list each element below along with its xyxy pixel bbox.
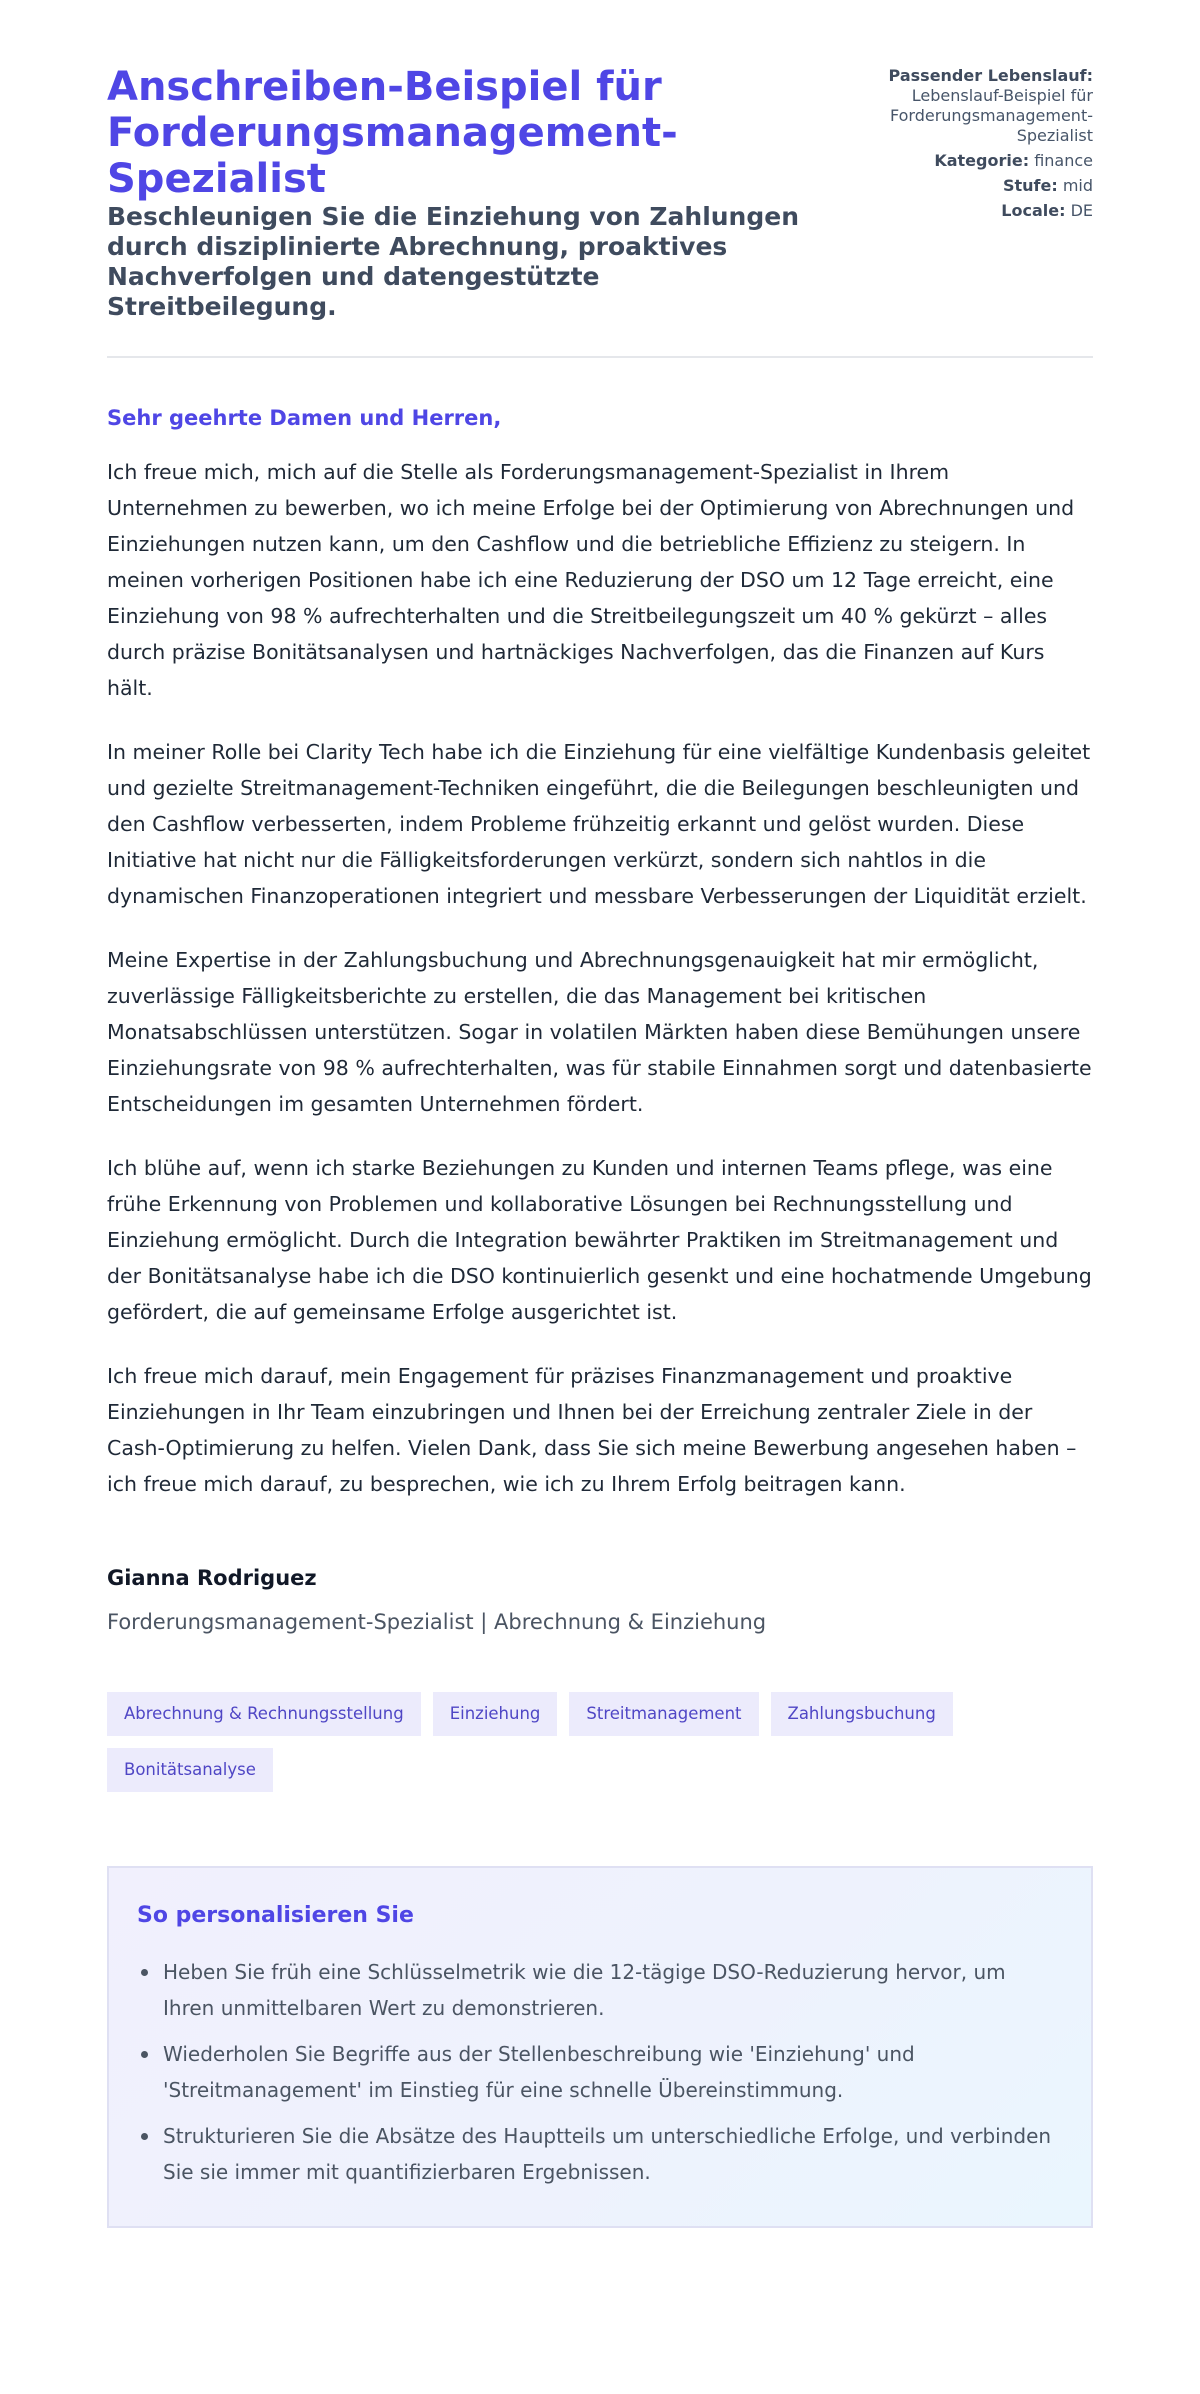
bullet-icon xyxy=(141,1969,148,1976)
skill-tag: Einziehung xyxy=(433,1692,558,1736)
meta-locale xyxy=(853,201,1093,221)
page-subtitle: Beschleunigen Sie die Einziehung von Zahlungen durch disziplinierte Abrechnung, proaktives Nachverfolgen und datengestützte Streitbeilegung. xyxy=(107,202,800,321)
letter-paragraph: Ich freue mich, mich auf die Stelle als Forderungsmanagement-Spezialist in Ihrem Unternehmen zu bewerben, wo ich meine Erfolge bei der Optimierung von Abrechnungen und Einziehungen nutzen kann, um den Cashflow und die betriebliche Effizienz zu steigern. In meinen vorherigen Positionen habe ich eine Reduzierung der DSO um 12 Tage erreicht, eine Einziehung von 98 % aufrechterhalten und die Streitbeilegungszeit um 40 % gekürzt – alles durch präzise Bonitätsanalysen und hartnäckiges Nachverfolgen, das die Finanzen auf Kurs hält. xyxy=(107,460,1075,700)
bullet-icon xyxy=(141,2133,148,2140)
meta-category-label: Kategorie: xyxy=(934,151,1030,170)
meta-locale-label: Locale: xyxy=(1001,201,1066,220)
letter-body xyxy=(107,404,1093,1636)
tips-item-text: Wiederholen Sie Begriffe aus der Stellenbeschreibung wie 'Einziehung' und 'Streitmanagement' im Einstieg für eine schnelle Übereinstimmung. xyxy=(163,2042,915,2102)
signature-role: Forderungsmanagement-Spezialist | Abrechnung & Einziehung xyxy=(107,1610,767,1634)
meta-category-value: finance xyxy=(1034,151,1093,170)
personalization-tips-box xyxy=(107,1866,1093,2228)
meta-level-value: mid xyxy=(1062,176,1093,195)
tips-list xyxy=(137,1954,1063,2190)
tips-title: So personalisieren Sie xyxy=(137,1903,414,1928)
tips-item-text: Heben Sie früh eine Schlüsselmetrik wie die 12-tägige DSO-Reduzierung hervor, um Ihren unmittelbaren Wert zu demonstrieren. xyxy=(163,1960,1006,2020)
meta-resume-label: Passender Lebenslauf: xyxy=(888,66,1093,85)
signature-name: Gianna Rodriguez xyxy=(107,1566,317,1590)
meta-level-label: Stufe: xyxy=(1002,176,1058,195)
skill-tag: Zahlungsbuchung xyxy=(771,1692,953,1736)
page-title: Anschreiben-Beispiel für Forderungsmanagement-Spezialist xyxy=(107,64,678,202)
letter-paragraph: Ich freue mich darauf, mein Engagement für präzises Finanzmanagement und proaktive Einziehungen in Ihr Team einzubringen und Ihnen bei der Erreichung zentraler Ziele in der Cash-Optimierung zu helfen. Vielen Dank, dass Sie sich meine Bewerbung angesehen haben – ich freue mich darauf, zu besprechen, wie ich zu Ihrem Erfolg beitragen kann. xyxy=(107,1364,1077,1496)
tips-list-item xyxy=(137,2036,1063,2108)
header-titles xyxy=(107,64,827,322)
letter-paragraph: In meiner Rolle bei Clarity Tech habe ich die Einziehung für eine vielfältige Kundenbasis geleitet und gezielte Streitmanagement-Techniken eingeführt, die die Beilegungen beschleunigten und den Cashflow verbesserten, indem Probleme frühzeitig erkannt und gelöst wurden. Diese Initiative hat nicht nur die Fälligkeitsforderungen verkürzt, sondern sich nahtlos in die dynamischen Finanzoperationen integriert und messbare Verbesserungen der Liquidität erzielt. xyxy=(107,740,1091,908)
meta-info xyxy=(853,64,1093,226)
tips-item-text: Strukturieren Sie die Absätze des Hauptteils um unterschiedliche Erfolge, und verbinden Sie sie immer mit quantifizierbaren Ergebnissen. xyxy=(163,2124,1052,2184)
meta-category xyxy=(853,151,1093,171)
meta-level xyxy=(853,176,1093,196)
meta-locale-value: DE xyxy=(1070,201,1093,220)
signature-block xyxy=(107,1564,1093,1636)
skill-tags xyxy=(107,1692,1093,1792)
skill-tag: Abrechnung & Rechnungsstellung xyxy=(107,1692,421,1736)
meta-resume-link[interactable]: Lebenslauf-Beispiel für Forderungsmanagement-Spezialist xyxy=(889,86,1093,145)
meta-matching-resume xyxy=(853,66,1093,146)
letter-paragraph: Ich blühe auf, wenn ich starke Beziehungen zu Kunden und internen Teams pflege, was eine frühe Erkennung von Problemen und kollaborative Lösungen bei Rechnungsstellung und Einziehung ermöglicht. Durch die Integration bewährter Praktiken im Streitmanagement und der Bonitätsanalyse habe ich die DSO kontinuierlich gesenkt und eine hochatmende Umgebung gefördert, die auf gemeinsame Erfolge ausgerichtet ist. xyxy=(107,1156,1092,1324)
tips-list-item xyxy=(137,1954,1063,2026)
page-header xyxy=(107,64,1093,358)
skill-tag: Streitmanagement xyxy=(569,1692,758,1736)
skill-tag: Bonitätsanalyse xyxy=(107,1748,273,1792)
letter-paragraph: Meine Expertise in der Zahlungsbuchung und Abrechnungsgenauigkeit hat mir ermöglicht, zuverlässige Fälligkeitsberichte zu erstellen, die das Management bei kritischen Monatsabschlüssen unterstützen. Sogar in volatilen Märkten haben diese Bemühungen unsere Einziehungsrate von 98 % aufrechterhalten, was für stabile Einnahmen sorgt und datenbasierte Entscheidungen im gesamten Unternehmen fördert. xyxy=(107,948,1092,1116)
salutation: Sehr geehrte Damen und Herren, xyxy=(107,406,502,430)
bullet-icon xyxy=(141,2051,148,2058)
tips-list-item xyxy=(137,2118,1063,2190)
